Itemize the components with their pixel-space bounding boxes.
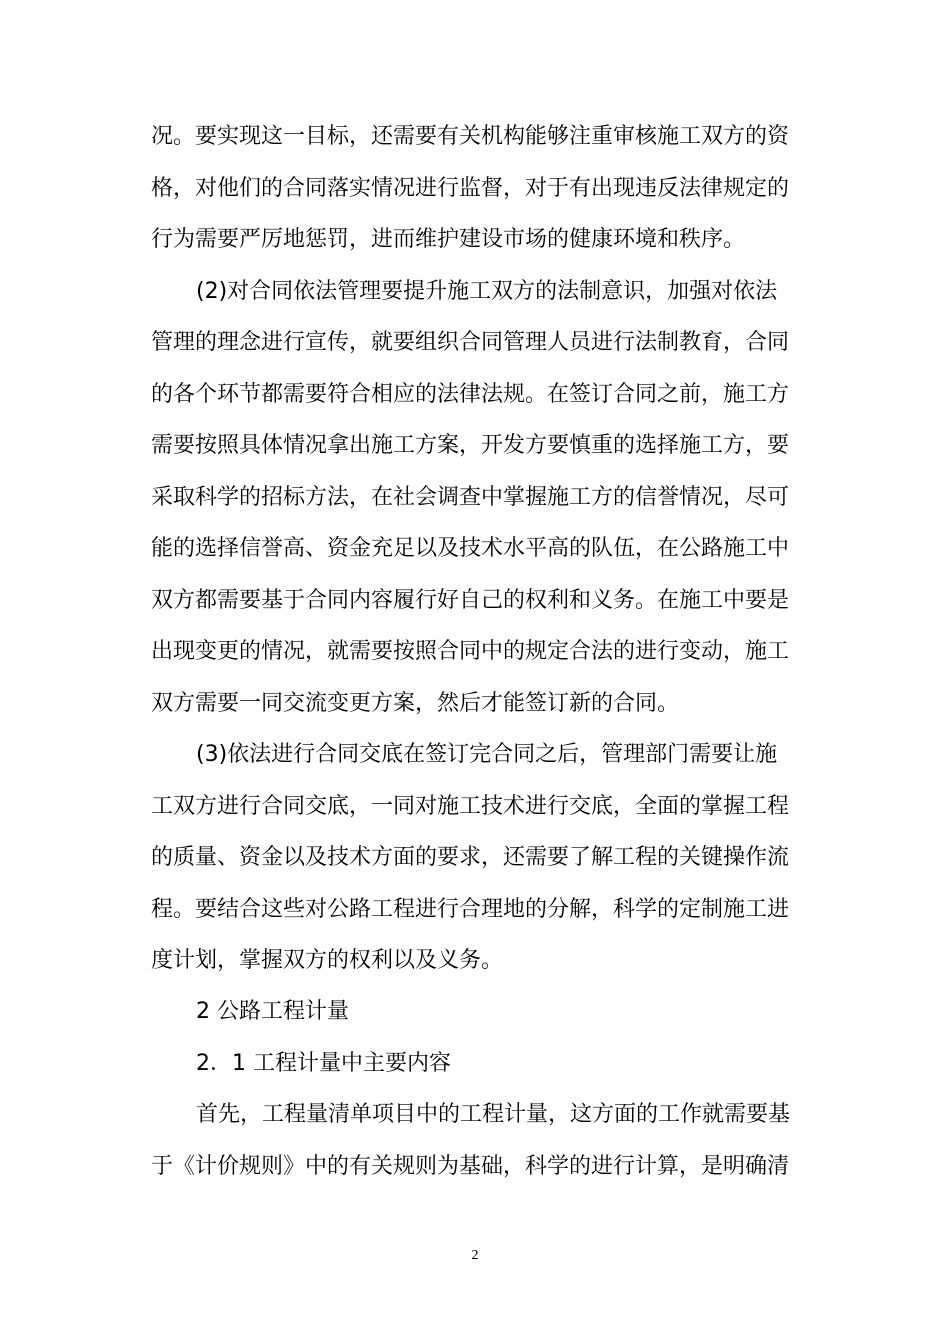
text-line: 格，对他们的合同落实情况进行监督，对于有出现违反法律规定的	[151, 176, 790, 201]
page-number: 2	[471, 1248, 479, 1263]
text-line: 程。要结合这些对公路工程进行合理地的分解，科学的定制施工进	[151, 897, 790, 922]
text-line: 况。要实现这一目标，还需要有关机构能够注重审核施工双方的资	[151, 124, 790, 149]
paragraph-start-line: (3)依法进行合同交底在签订完合同之后，管理部门需要让施	[196, 742, 778, 767]
text-line: 管理的理念进行宣传，就要组织合同管理人员进行法制教育，合同	[151, 330, 790, 355]
text-line: 能的选择信誉高、资金充足以及技术水平高的队伍，在公路施工中	[151, 536, 790, 561]
paragraph-start-line: 首先，工程量清单项目中的工程计量，这方面的工作就需要基	[196, 1102, 791, 1127]
section-heading: 2 公路工程计量	[196, 999, 349, 1024]
text-line: 的质量、资金以及技术方面的要求，还需要了解工程的关键操作流	[151, 845, 790, 870]
text-line: 双方都需要基于合同内容履行好自己的权利和义务。在施工中要是	[151, 588, 790, 613]
text-line: 工双方进行合同交底，一同对施工技术进行交底，全面的掌握工程	[151, 794, 790, 819]
text-line: 的各个环节都需要符合相应的法律法规。在签订合同之前，施工方	[151, 382, 790, 407]
text-line: 采取科学的招标方法，在社会调查中掌握施工方的信誉情况，尽可	[151, 485, 790, 510]
text-line: 于《计价规则》中的有关规则为基础，科学的进行计算，是明确清	[151, 1154, 790, 1179]
text-line: 双方需要一同交流变更方案，然后才能签订新的合同。	[151, 691, 680, 716]
text-line: 行为需要严厉地惩罚，进而维护建设市场的健康环境和秩序。	[151, 227, 746, 252]
text-line: 出现变更的情况，就需要按照合同中的规定合法的进行变动，施工	[151, 639, 790, 664]
text-line: 度计划，掌握双方的权利以及义务。	[151, 948, 504, 973]
text-line: 需要按照具体情况拿出施工方案，开发方要慎重的选择施工方，要	[151, 433, 790, 458]
subsection-heading: 2．1 工程计量中主要内容	[196, 1051, 451, 1076]
paragraph-start-line: (2)对合同依法管理要提升施工双方的法制意识，加强对依法	[196, 279, 778, 304]
